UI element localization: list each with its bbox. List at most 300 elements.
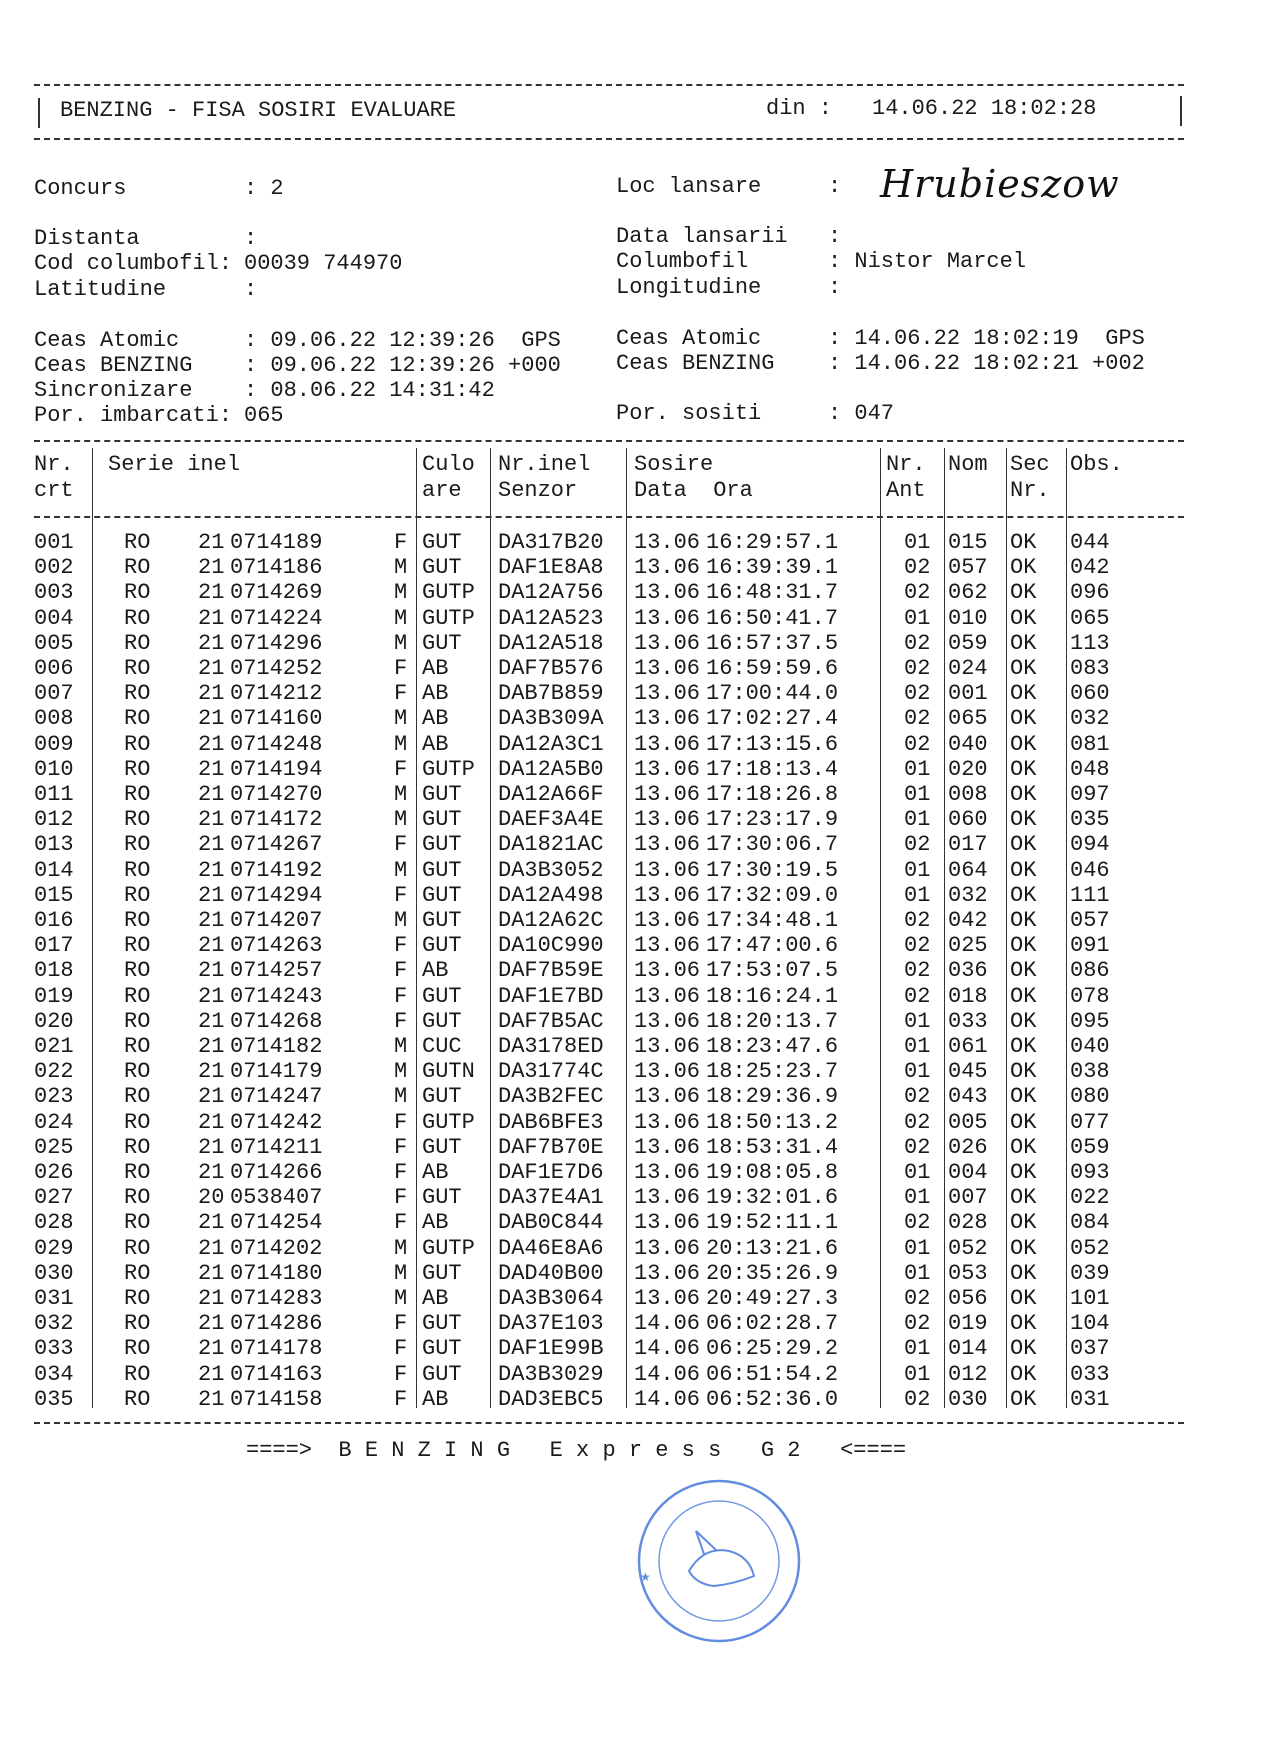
cell-tara: RO	[124, 1361, 151, 1387]
cell-ora: 17:47:00.6	[706, 933, 839, 959]
value-ceas-benzing-1: : 09.06.22 12:39:26 +000	[244, 353, 561, 378]
cell-senzor: DAF7B59E	[498, 958, 604, 984]
cell-sec: OK	[1010, 1034, 1037, 1059]
cell-inel: 0714296	[230, 630, 323, 656]
cell-culoare: GUT	[422, 1084, 462, 1110]
cell-sex: M	[394, 580, 408, 606]
cell-obs: 035	[1070, 807, 1110, 833]
cell-an: 21	[198, 1361, 225, 1387]
cell-sec: OK	[1010, 983, 1037, 1009]
cell-data: 13.06	[634, 933, 701, 959]
cell-culoare: GUT	[422, 882, 462, 908]
cell-nr: 006	[34, 656, 74, 681]
cell-obs: 040	[1070, 1034, 1110, 1059]
cell-culoare: GUTP	[422, 1235, 475, 1261]
cell-culoare: GUT	[422, 807, 462, 833]
cell-senzor: DA10C990	[498, 933, 604, 959]
cell-data: 13.06	[634, 731, 701, 757]
cell-sex: M	[394, 807, 408, 833]
table-row	[0, 1210, 1276, 1235]
cell-obs: 033	[1070, 1361, 1110, 1387]
cell-data: 13.06	[634, 958, 701, 984]
cell-sex: F	[394, 756, 408, 782]
label-ceas-atomic-1: Ceas Atomic	[34, 328, 180, 353]
cell-tara: RO	[124, 857, 151, 883]
cell-culoare: GUT	[422, 857, 462, 883]
table-row	[0, 958, 1276, 983]
cell-ora: 20:13:21.6	[706, 1235, 839, 1261]
cell-sex: M	[394, 605, 408, 631]
cell-tara: RO	[124, 933, 151, 959]
th-culo: Culo	[422, 452, 475, 477]
cell-tara: RO	[124, 1134, 151, 1160]
cell-sec: OK	[1010, 1386, 1037, 1412]
cell-data: 13.06	[634, 656, 701, 681]
cell-ant: 02	[904, 958, 931, 984]
cell-sec: OK	[1010, 832, 1037, 858]
cell-an: 21	[198, 681, 225, 707]
table-row	[0, 1387, 1276, 1412]
cell-nom: 036	[948, 958, 988, 984]
value-loc-lansare-sep: :	[828, 174, 842, 199]
cell-sex: M	[394, 782, 408, 807]
cell-sex: F	[394, 882, 408, 908]
cell-obs: 104	[1070, 1311, 1110, 1337]
cell-tara: RO	[124, 1008, 151, 1034]
cell-data: 13.06	[634, 530, 701, 555]
cell-nom: 032	[948, 882, 988, 908]
cell-nom: 053	[948, 1260, 988, 1286]
label-ceas-atomic-2: Ceas Atomic	[616, 326, 762, 351]
cell-an: 21	[198, 882, 225, 908]
cell-ant: 02	[904, 908, 931, 933]
cell-sec: OK	[1010, 706, 1037, 732]
cell-an: 21	[198, 908, 225, 933]
cell-sex: M	[394, 1059, 408, 1085]
table-row	[0, 933, 1276, 958]
cell-senzor: DA1821AC	[498, 832, 604, 858]
cell-culoare: GUT	[422, 1361, 462, 1387]
cell-data: 14.06	[634, 1311, 701, 1337]
cell-ant: 01	[904, 1008, 931, 1034]
cell-nom: 001	[948, 681, 988, 707]
cell-an: 21	[198, 656, 225, 681]
th-crt: crt	[34, 478, 74, 503]
cell-senzor: DAEF3A4E	[498, 807, 604, 833]
cell-inel: 0714247	[230, 1084, 323, 1110]
cell-sex: F	[394, 958, 408, 984]
cell-senzor: DA3B309A	[498, 706, 604, 732]
table-row	[0, 984, 1276, 1009]
cell-culoare: GUT	[422, 1008, 462, 1034]
value-cod-columbofil: 00039 744970	[244, 251, 403, 276]
cell-inel: 0714180	[230, 1260, 323, 1286]
table-row	[0, 1084, 1276, 1109]
report-title: BENZING - FISA SOSIRI EVALUARE	[60, 98, 457, 123]
label-columbofil: Columbofil	[616, 249, 749, 274]
cell-culoare: AB	[422, 1386, 449, 1412]
cell-sex: F	[394, 681, 408, 707]
th-sosire: Sosire	[634, 452, 714, 477]
cell-an: 21	[198, 832, 225, 858]
value-concurs: : 2	[244, 176, 284, 201]
cell-ora: 17:13:15.6	[706, 731, 839, 757]
cell-sec: OK	[1010, 1235, 1037, 1261]
table-row	[0, 1286, 1276, 1311]
cell-sex: M	[394, 1286, 408, 1311]
cell-senzor: DAD3EBC5	[498, 1386, 604, 1412]
cell-nr: 001	[34, 530, 74, 555]
cell-nom: 012	[948, 1361, 988, 1387]
cell-nom: 062	[948, 580, 988, 606]
cell-tara: RO	[124, 1059, 151, 1085]
cell-senzor: DAF1E8A8	[498, 555, 604, 581]
cell-nr: 023	[34, 1084, 74, 1110]
cell-ant: 02	[904, 832, 931, 858]
cell-ora: 16:50:41.7	[706, 605, 839, 631]
cell-sec: OK	[1010, 857, 1037, 883]
value-latitudine: :	[244, 277, 258, 302]
cell-inel: 0714194	[230, 756, 323, 782]
cell-data: 13.06	[634, 555, 701, 581]
svg-text:★: ★	[640, 1570, 651, 1584]
header-top-rule	[34, 84, 1184, 86]
cell-sec: OK	[1010, 1059, 1037, 1085]
cell-nr: 026	[34, 1160, 74, 1185]
table-row	[0, 1110, 1276, 1135]
cell-sec: OK	[1010, 1260, 1037, 1286]
cell-ant: 02	[904, 1134, 931, 1160]
cell-ora: 19:32:01.6	[706, 1185, 839, 1211]
header-right-bar	[1180, 96, 1182, 126]
cell-senzor: DAF7B5AC	[498, 1008, 604, 1034]
cell-inel: 0714202	[230, 1235, 323, 1261]
cell-data: 14.06	[634, 1336, 701, 1362]
cell-senzor: DAF7B70E	[498, 1134, 604, 1160]
cell-nr: 029	[34, 1235, 74, 1261]
cell-nr: 027	[34, 1185, 74, 1211]
cell-senzor: DA317B20	[498, 530, 604, 555]
cell-inel: 0714172	[230, 807, 323, 833]
cell-ant: 02	[904, 580, 931, 606]
cell-ant: 01	[904, 605, 931, 631]
cell-data: 13.06	[634, 1134, 701, 1160]
cell-nom: 064	[948, 857, 988, 883]
cell-tara: RO	[124, 882, 151, 908]
table-row	[0, 1185, 1276, 1210]
cell-sex: F	[394, 1210, 408, 1236]
cell-nom: 061	[948, 1034, 988, 1059]
cell-obs: 048	[1070, 756, 1110, 782]
th-serie-inel: Serie inel	[108, 452, 241, 477]
value-sincronizare: : 08.06.22 14:31:42	[244, 378, 495, 403]
cell-sex: F	[394, 530, 408, 555]
cell-sex: M	[394, 731, 408, 757]
cell-nr: 011	[34, 782, 74, 807]
cell-ora: 06:25:29.2	[706, 1336, 839, 1362]
cell-an: 21	[198, 1311, 225, 1337]
cell-an: 21	[198, 1084, 225, 1110]
cell-sec: OK	[1010, 681, 1037, 707]
value-ceas-atomic-2: : 14.06.22 18:02:19 GPS	[828, 326, 1145, 351]
cell-sec: OK	[1010, 1185, 1037, 1211]
cell-obs: 094	[1070, 832, 1110, 858]
cell-an: 21	[198, 933, 225, 959]
cell-tara: RO	[124, 656, 151, 681]
cell-ant: 02	[904, 731, 931, 757]
cell-senzor: DA12A66F	[498, 782, 604, 807]
table-row	[0, 1236, 1276, 1261]
cell-sec: OK	[1010, 1210, 1037, 1236]
cell-inel: 0714224	[230, 605, 323, 631]
cell-culoare: GUTP	[422, 1109, 475, 1135]
cell-inel: 0714257	[230, 958, 323, 984]
cell-obs: 081	[1070, 731, 1110, 757]
cell-inel: 0714192	[230, 857, 323, 883]
table-row	[0, 908, 1276, 933]
cell-inel: 0714254	[230, 1210, 323, 1236]
cell-sec: OK	[1010, 1084, 1037, 1110]
cell-data: 13.06	[634, 1059, 701, 1085]
cell-sec: OK	[1010, 1134, 1037, 1160]
cell-obs: 032	[1070, 706, 1110, 732]
cell-tara: RO	[124, 530, 151, 555]
cell-obs: 031	[1070, 1386, 1110, 1412]
value-ceas-atomic-1: : 09.06.22 12:39:26 GPS	[244, 328, 561, 353]
th-ant: Ant	[886, 478, 926, 503]
cell-nr: 033	[34, 1336, 74, 1362]
table-row	[0, 883, 1276, 908]
cell-data: 13.06	[634, 1084, 701, 1110]
cell-sex: M	[394, 555, 408, 581]
cell-nom: 007	[948, 1185, 988, 1211]
cell-inel: 0714263	[230, 933, 323, 959]
cell-culoare: GUT	[422, 782, 462, 807]
cell-ora: 19:52:11.1	[706, 1210, 839, 1236]
cell-tara: RO	[124, 555, 151, 581]
cell-obs: 077	[1070, 1109, 1110, 1135]
cell-senzor: DAF1E7D6	[498, 1160, 604, 1185]
cell-nom: 028	[948, 1210, 988, 1236]
cell-culoare: GUT	[422, 630, 462, 656]
cell-sex: F	[394, 983, 408, 1009]
th-sec: Sec	[1010, 452, 1050, 477]
cell-sec: OK	[1010, 1336, 1037, 1362]
cell-ora: 17:53:07.5	[706, 958, 839, 984]
cell-ant: 02	[904, 1084, 931, 1110]
label-longitudine: Longitudine	[616, 275, 762, 300]
cell-nr: 005	[34, 630, 74, 656]
cell-nom: 020	[948, 756, 988, 782]
cell-nom: 043	[948, 1084, 988, 1110]
cell-sec: OK	[1010, 1008, 1037, 1034]
cell-an: 21	[198, 782, 225, 807]
label-loc-lansare: Loc lansare	[616, 174, 762, 199]
cell-culoare: GUT	[422, 832, 462, 858]
cell-an: 21	[198, 1336, 225, 1362]
cell-sec: OK	[1010, 807, 1037, 833]
cell-ant: 01	[904, 1235, 931, 1261]
table-row	[0, 782, 1276, 807]
cell-obs: 022	[1070, 1185, 1110, 1211]
cell-nr: 035	[34, 1386, 74, 1412]
cell-sex: F	[394, 933, 408, 959]
cell-obs: 052	[1070, 1235, 1110, 1261]
cell-obs: 065	[1070, 605, 1110, 631]
cell-culoare: GUTP	[422, 605, 475, 631]
cell-nr: 019	[34, 983, 74, 1009]
cell-sec: OK	[1010, 1109, 1037, 1135]
cell-sex: F	[394, 1109, 408, 1135]
cell-data: 13.06	[634, 882, 701, 908]
cell-culoare: CUC	[422, 1034, 462, 1059]
cell-obs: 059	[1070, 1134, 1110, 1160]
cell-tara: RO	[124, 1260, 151, 1286]
cell-nr: 009	[34, 731, 74, 757]
cell-sec: OK	[1010, 756, 1037, 782]
cell-ora: 18:23:47.6	[706, 1034, 839, 1059]
cell-an: 21	[198, 857, 225, 883]
report-date-value: 14.06.22 18:02:28	[872, 96, 1097, 121]
cell-tara: RO	[124, 1386, 151, 1412]
cell-tara: RO	[124, 630, 151, 656]
cell-ant: 01	[904, 807, 931, 833]
cell-culoare: GUT	[422, 530, 462, 555]
cell-data: 13.06	[634, 782, 701, 807]
cell-tara: RO	[124, 1210, 151, 1236]
cell-nr: 013	[34, 832, 74, 858]
cell-nr: 004	[34, 605, 74, 631]
cell-ora: 17:30:19.5	[706, 857, 839, 883]
cell-sex: F	[394, 1008, 408, 1034]
cell-ora: 06:51:54.2	[706, 1361, 839, 1387]
cell-nom: 056	[948, 1286, 988, 1311]
cell-ant: 02	[904, 933, 931, 959]
cell-tara: RO	[124, 908, 151, 933]
cell-sex: M	[394, 1260, 408, 1286]
table-row	[0, 1311, 1276, 1336]
cell-sex: M	[394, 1235, 408, 1261]
cell-obs: 091	[1070, 933, 1110, 959]
cell-ora: 19:08:05.8	[706, 1160, 839, 1185]
cell-tara: RO	[124, 756, 151, 782]
cell-obs: 097	[1070, 782, 1110, 807]
cell-inel: 0714212	[230, 681, 323, 707]
cell-sec: OK	[1010, 1160, 1037, 1185]
cell-sec: OK	[1010, 731, 1037, 757]
cell-an: 21	[198, 1034, 225, 1059]
cell-data: 13.06	[634, 1034, 701, 1059]
cell-ora: 17:18:26.8	[706, 782, 839, 807]
cell-obs: 038	[1070, 1059, 1110, 1085]
cell-nom: 033	[948, 1008, 988, 1034]
cell-inel: 0714186	[230, 555, 323, 581]
cell-ant: 01	[904, 1185, 931, 1211]
cell-nr: 018	[34, 958, 74, 984]
cell-inel: 0714182	[230, 1034, 323, 1059]
cell-culoare: AB	[422, 706, 449, 732]
value-distanta: :	[244, 226, 258, 251]
cell-obs: 042	[1070, 555, 1110, 581]
cell-tara: RO	[124, 580, 151, 606]
table-top-rule	[34, 440, 1184, 442]
cell-ora: 20:49:27.3	[706, 1286, 839, 1311]
cell-tara: RO	[124, 958, 151, 984]
cell-sex: F	[394, 656, 408, 681]
cell-nom: 059	[948, 630, 988, 656]
cell-tara: RO	[124, 681, 151, 707]
cell-sec: OK	[1010, 1361, 1037, 1387]
cell-sec: OK	[1010, 882, 1037, 908]
cell-ant: 01	[904, 1260, 931, 1286]
cell-senzor: DA12A756	[498, 580, 604, 606]
cell-nom: 042	[948, 908, 988, 933]
label-cod-columbofil: Cod columbofil:	[34, 251, 233, 276]
cell-culoare: GUT	[422, 555, 462, 581]
cell-culoare: GUT	[422, 1336, 462, 1362]
cell-an: 21	[198, 1008, 225, 1034]
cell-ora: 16:29:57.1	[706, 530, 839, 555]
cell-ora: 18:20:13.7	[706, 1008, 839, 1034]
th-nr-ant: Nr.	[886, 452, 926, 477]
value-ceas-benzing-2: : 14.06.22 18:02:21 +002	[828, 351, 1145, 376]
cell-ant: 02	[904, 656, 931, 681]
cell-ant: 01	[904, 882, 931, 908]
cell-nr: 003	[34, 580, 74, 606]
cell-senzor: DA12A3C1	[498, 731, 604, 757]
cell-nom: 025	[948, 933, 988, 959]
cell-nr: 025	[34, 1134, 74, 1160]
cell-sec: OK	[1010, 1311, 1037, 1337]
cell-obs: 078	[1070, 983, 1110, 1009]
cell-an: 21	[198, 1286, 225, 1311]
cell-an: 21	[198, 756, 225, 782]
cell-ant: 01	[904, 1059, 931, 1085]
cell-sex: F	[394, 1361, 408, 1387]
cell-senzor: DA12A5B0	[498, 756, 604, 782]
cell-culoare: GUTP	[422, 756, 475, 782]
cell-senzor: DAF1E99B	[498, 1336, 604, 1362]
table-row	[0, 858, 1276, 883]
cell-an: 21	[198, 1210, 225, 1236]
cell-inel: 0714242	[230, 1109, 323, 1135]
cell-nom: 018	[948, 983, 988, 1009]
table-row	[0, 606, 1276, 631]
cell-tara: RO	[124, 1336, 151, 1362]
cell-senzor: DA37E4A1	[498, 1185, 604, 1211]
cell-tara: RO	[124, 1034, 151, 1059]
cell-nom: 019	[948, 1311, 988, 1337]
table-row	[0, 1160, 1276, 1185]
cell-nom: 008	[948, 782, 988, 807]
cell-an: 21	[198, 706, 225, 732]
cell-an: 21	[198, 555, 225, 581]
cell-nom: 065	[948, 706, 988, 732]
cell-data: 13.06	[634, 1160, 701, 1185]
cell-culoare: AB	[422, 958, 449, 984]
cell-culoare: AB	[422, 656, 449, 681]
cell-inel: 0714179	[230, 1059, 323, 1085]
cell-data: 13.06	[634, 908, 701, 933]
cell-tara: RO	[124, 731, 151, 757]
cell-inel: 0714207	[230, 908, 323, 933]
label-por-imbarcati: Por. imbarcati:	[34, 403, 233, 428]
cell-inel: 0714160	[230, 706, 323, 732]
cell-senzor: DAB6BFE3	[498, 1109, 604, 1135]
cell-culoare: AB	[422, 731, 449, 757]
cell-inel: 0714269	[230, 580, 323, 606]
cell-obs: 037	[1070, 1336, 1110, 1362]
